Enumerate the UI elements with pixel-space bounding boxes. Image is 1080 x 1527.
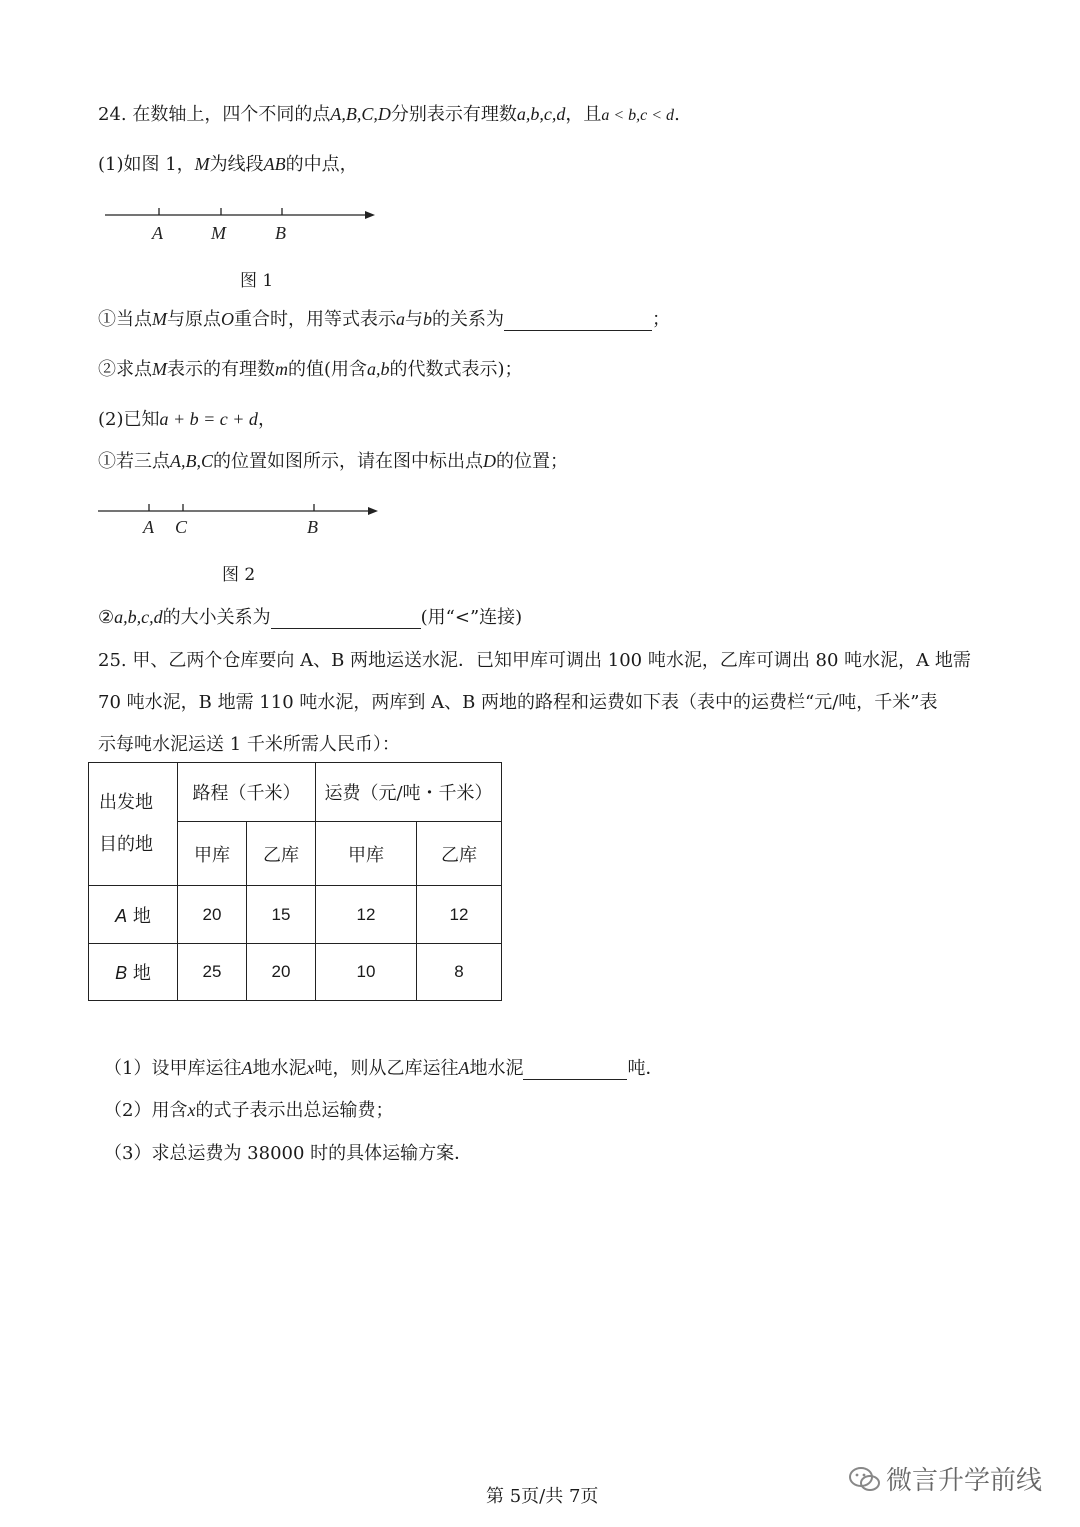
header-distance: 路程（千米） — [178, 763, 316, 822]
q25-para-line1: 25. 甲、乙两个仓库要向 A、B 两地运送水泥．已知甲库可调出 100 吨水泥，乙库可调出 80 吨水泥，A 地需 — [98, 650, 971, 671]
wechat-icon — [848, 1466, 882, 1494]
row-label-b: B 地 — [89, 944, 178, 1001]
q25-para-line3: 示每吨水泥运送 1 千米所需人民币）： — [98, 734, 400, 755]
subheader-jia-cost: 甲库 — [316, 822, 417, 886]
page-footer: 第 5页/共 7页 — [486, 1486, 599, 1507]
table-row — [89, 886, 502, 944]
subheader-yi-cost: 乙库 — [417, 822, 502, 886]
fig2-label-c: C — [175, 517, 188, 537]
q25-para-line2: 70 吨水泥，B 地需 110 吨水泥，两库到 A、B 两地的路程和运费如下表（表中的运费栏“元/吨，千米”表 — [98, 692, 938, 713]
q24-part1-intro: (1)如图 1，M为线段AB的中点， — [98, 154, 358, 175]
fig1-label-a: A — [152, 223, 163, 243]
cell: 20 — [247, 944, 316, 1001]
row-label-a: A 地 — [89, 886, 178, 944]
cell: 10 — [316, 944, 417, 1001]
q24-part2-intro: (2)已知a + b = c + d， — [98, 409, 276, 430]
subheader-jia-distance: 甲库 — [178, 822, 247, 886]
figure2-caption: 图 2 — [222, 565, 256, 585]
q25-sub2: （2）用含x的式子表示出总运输费； — [104, 1100, 394, 1121]
q24-p1-q1: ①当点M与原点O重合时，用等式表示a与b的关系为 ； — [98, 309, 670, 330]
q25-sub3: （3）求总运费为 38000 时的具体运输方案． — [104, 1143, 473, 1164]
table-row — [89, 944, 502, 1001]
answer-blank-2[interactable] — [271, 610, 421, 629]
answer-blank-1[interactable] — [504, 312, 652, 331]
fig1-label-m: M — [211, 223, 226, 243]
cell: 8 — [417, 944, 502, 1001]
fig2-label-b: B — [307, 517, 318, 537]
subheader-yi-distance: 乙库 — [247, 822, 316, 886]
q24-stem: 24. 在数轴上，四个不同的点A,B,C,D分别表示有理数a,b,c,d，且a < b,c < d. — [98, 104, 680, 125]
fig1-label-b: B — [275, 223, 286, 243]
table-corner-cell: 出发地 目的地 — [89, 763, 178, 886]
watermark-text: 微言升学前线 — [886, 1466, 1043, 1496]
cell: 12 — [417, 886, 502, 944]
figure1-number-line — [105, 205, 385, 245]
freight-table — [88, 762, 502, 1001]
cell: 25 — [178, 944, 247, 1001]
header-cost: 运费（元/吨・千米） — [316, 763, 502, 822]
q24-p2-q2: ②a,b,c,d的大小关系为 (用“<”连接) — [98, 607, 523, 628]
q25-sub1: （1）设甲库运往A地水泥x吨，则从乙库运往A地水泥 吨． — [104, 1058, 664, 1079]
cell: 15 — [247, 886, 316, 944]
cell: 20 — [178, 886, 247, 944]
figure1-caption: 图 1 — [240, 271, 274, 291]
figure2-number-line[interactable] — [98, 501, 388, 541]
q24-p1-q2: ②求点M表示的有理数m的值(用含a,b的代数式表示)； — [98, 359, 523, 380]
answer-blank-3[interactable] — [523, 1061, 627, 1080]
fig2-label-a: A — [143, 517, 154, 537]
cell: 12 — [316, 886, 417, 944]
q24-p2-q1: ①若三点A,B,C的位置如图所示，请在图中标出点D的位置； — [98, 451, 568, 472]
